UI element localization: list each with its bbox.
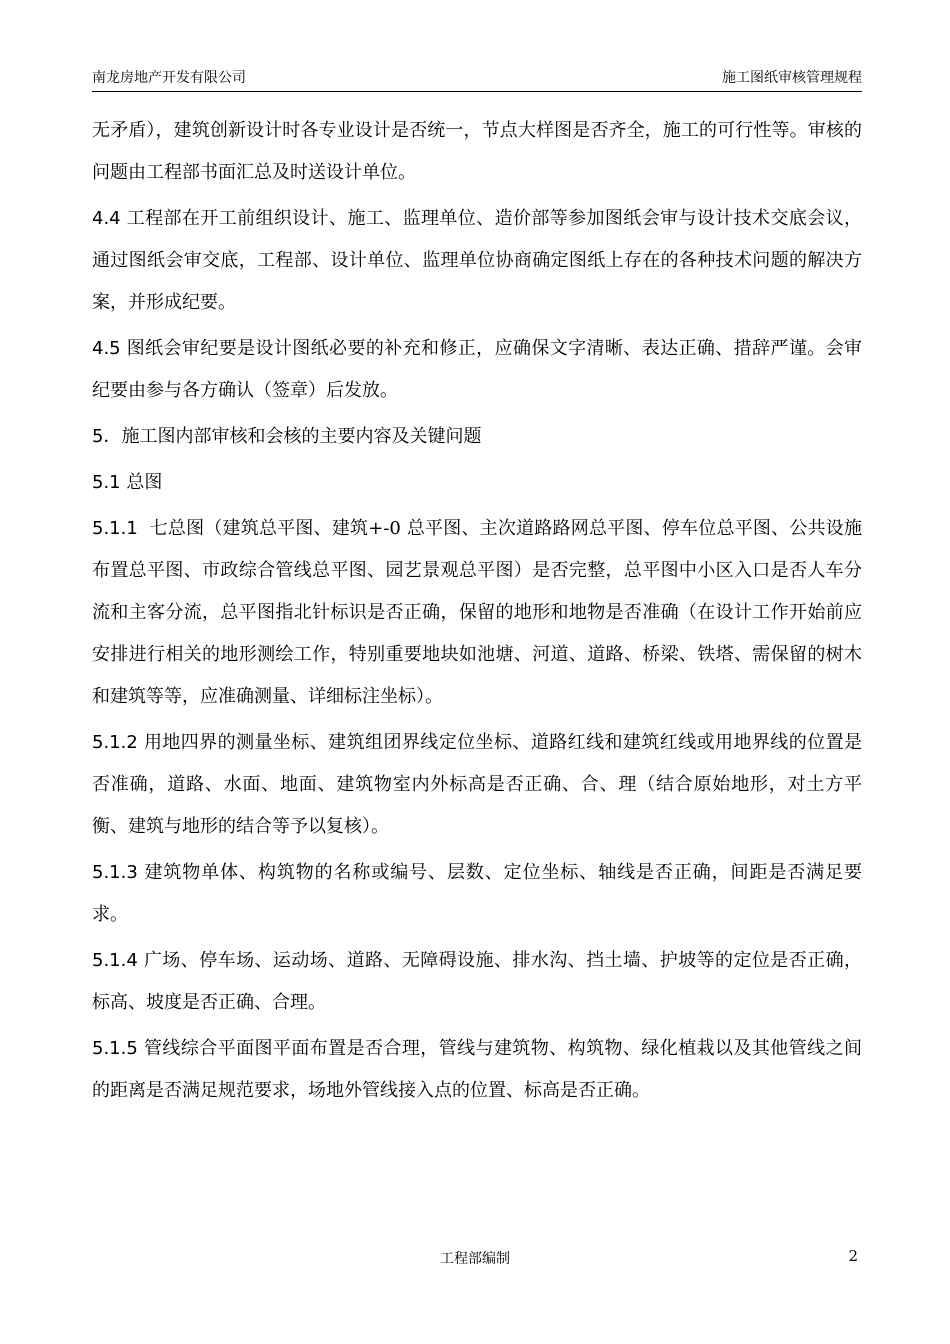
section-number: 5． (92, 426, 122, 447)
paragraph-5-1-1 (92, 508, 862, 718)
section-number: 5.1.5 (92, 1038, 138, 1059)
paragraph-5-1-2 (92, 722, 862, 848)
paragraph-5-1-4 (92, 940, 862, 1024)
paragraph-text: 管线综合平面图平面布置是否合理，管线与建筑物、构筑物、绿化植栽以及其他管线之间的距离是否满足规范要求，场地外管线接入点的位置、标高是否正确。 (92, 1038, 862, 1101)
paragraph-text: 用地四界的测量坐标、建筑组团界线定位坐标、道路红线和建筑红线或用地界线的位置是否准确，道路、水面、地面、建筑物室内外标高是否正确、合、理（结合原始地形，对土方平衡、建筑与地形的结合等予以复核）。 (92, 732, 862, 837)
section-number: 5.1.2 (92, 732, 138, 753)
paragraph-continuation (92, 110, 862, 194)
section-number: 4.5 (92, 338, 121, 359)
paragraph-4-5 (92, 328, 862, 412)
paragraph-text: 工程部在开工前组织设计、施工、监理单位、造价部等参加图纸会审与设计技术交底会议，通过图纸会审交底，工程部、设计单位、监理单位协商确定图纸上存在的各种技术问题的解决方案，并形成纪要。 (92, 208, 862, 313)
section-number: 5.1 (92, 472, 121, 493)
footer-editor: 工程部编制 (440, 1251, 510, 1267)
header-document-title: 施工图纸审核管理规程 (722, 70, 862, 86)
paragraph-text: 七总图（建筑总平图、建筑+-0 总平图、主次道路路网总平图、停车位总平图、公共设施布置总平图、市政综合管线总平图、园艺景观总平图）是否完整，总平图中小区入口是否人车分流和主客分流，总平图指北针标识是否正确，保留的地形和地物是否准确（在设计工作开始前应安排进行相关的地形测绘工作，特别重要地块如池塘、河道、道路、桥梁、铁塔、需保留的树木和建筑等等，应准确测量、详细标注坐标）。 (92, 518, 862, 707)
paragraph-text: 无矛盾），建筑创新设计时各专业设计是否统一，节点大样图是否齐全，施工的可行性等。审核的问题由工程部书面汇总及时送设计单位。 (92, 120, 862, 183)
paragraph-5-1-3 (92, 852, 862, 936)
paragraph-4-4 (92, 198, 862, 324)
page-number: 2 (848, 1247, 858, 1265)
section-heading-5-1 (92, 462, 862, 504)
document-body (92, 110, 862, 1116)
section-number: 5.1.4 (92, 950, 138, 971)
section-number: 5.1.1 (92, 518, 138, 539)
paragraph-text: 广场、停车场、运动场、道路、无障碍设施、排水沟、挡土墙、护坡等的定位是否正确，标高、坡度是否正确、合理。 (92, 950, 862, 1013)
paragraph-text: 建筑物单体、构筑物的名称或编号、层数、定位坐标、轴线是否正确，间距是否满足要求。 (92, 862, 862, 925)
paragraph-5-1-5 (92, 1028, 862, 1112)
section-heading-text: 施工图内部审核和会核的主要内容及关键问题 (121, 426, 482, 447)
paragraph-text: 图纸会审纪要是设计图纸必要的补充和修正，应确保文字清晰、表达正确、措辞严谨。会审纪要由参与各方确认（签章）后发放。 (92, 338, 862, 401)
section-number: 4.4 (92, 208, 121, 229)
section-heading-text: 总图 (126, 472, 163, 493)
header-company-name: 南龙房地产开发有限公司 (92, 70, 246, 86)
page-header (92, 67, 862, 92)
section-number: 5.1.3 (92, 862, 138, 883)
section-heading-5 (92, 416, 862, 458)
